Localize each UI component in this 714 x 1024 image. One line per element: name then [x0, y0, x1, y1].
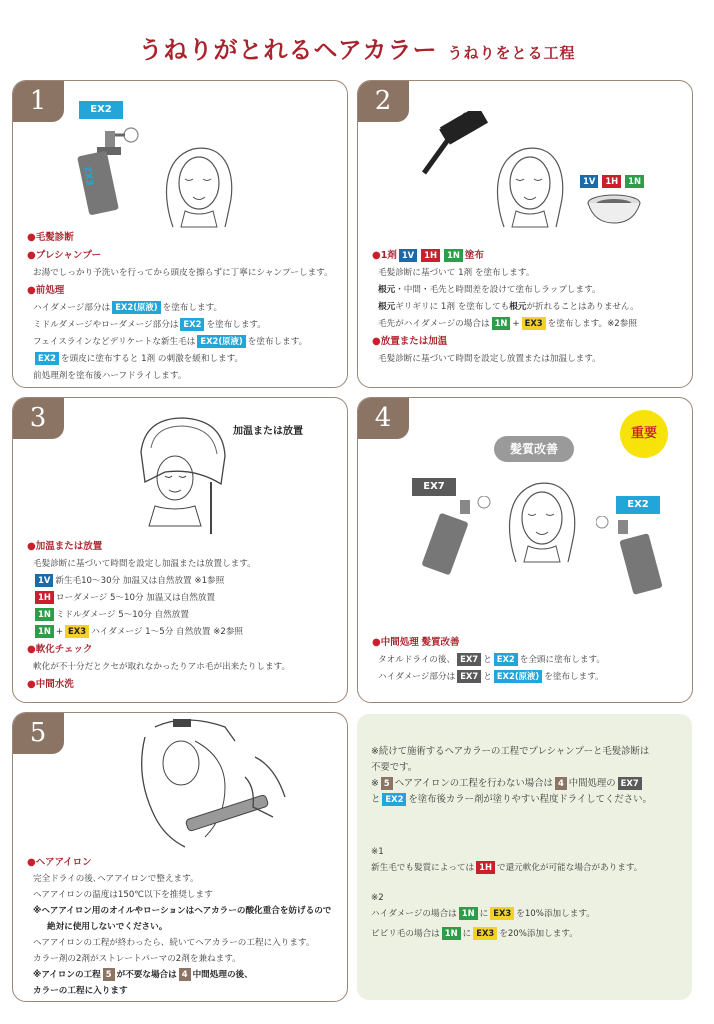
footnote-mark: ※2 [371, 893, 384, 903]
badge-ex2-raw: EX2(原液) [494, 670, 542, 683]
text-line: カラーの工程に入ります [33, 986, 128, 996]
spacer [371, 808, 684, 844]
text-fragment: ・中間・毛先と時間差を設けて塗布しラップします。 [395, 285, 601, 295]
page-title-main: うねりがとれるヘアカラー [138, 35, 438, 64]
text-fragment: を10%添加します。 [516, 909, 595, 919]
spray-bottle-icon [422, 496, 492, 576]
text-fragment: と [483, 672, 492, 682]
text-fragment: ギリギリに 1剤 を塗布しても [395, 302, 510, 312]
badge-ex7: EX7 [618, 777, 642, 790]
text-fragment: を塗布します。 [162, 303, 223, 313]
badge-ex3: EX3 [65, 625, 89, 638]
text-fragment: ビビリ毛の場合は [371, 929, 440, 939]
badge-ex2: EX2 [180, 318, 204, 331]
step-number: 2 [357, 80, 409, 122]
note-line [371, 860, 684, 876]
step-1-text: ●毛髪診断 ●プレシャンプー お湯でしっかり予洗いを行ってから頭皮を擦らずに丁寧にシャンプーします。 ●前処理 ハイダメージ部分は EX2(原液) を塗布します。 ミドルダメージやローダメージ部分は EX2 を塗布します。 フェイスラインなどデリケートな新生毛は EX2(原液) を塗布します。 EX2 を頭皮に塗布すると 1剤 の刺激を緩和します。 前処理剤を塗布後ハーフドライします。 [27, 229, 339, 385]
badge-1n: 1N [35, 608, 54, 621]
color-bowl-icon [586, 193, 642, 227]
text-line [372, 316, 684, 333]
model-face-icon [496, 474, 586, 566]
heat-label: 加温または放置 [233, 426, 303, 437]
hair-improvement-pill: 髪質改善 [494, 436, 574, 462]
note-line: 不要です。 [371, 762, 418, 773]
notes-text [371, 744, 684, 942]
bowl-badges [578, 175, 646, 188]
badge-1h: 1H [35, 591, 54, 604]
text-fragment: 根元 [378, 302, 396, 312]
step-4-text: ●中間処理 髪質改善 タオルドライの後、 EX7 と EX2 を全頭に塗布します。 ハイダメージ部分は EX7 と EX2(原液) を塗布します。 [372, 634, 684, 686]
time-row [27, 607, 339, 624]
heading-hair-iron: ヘアアイロン [35, 857, 92, 868]
text-line: ヘアアイロンの工程が終わったら、続いてヘアカラーの工程に入ります。 [33, 938, 315, 948]
page-title [0, 30, 714, 65]
text-line: 毛髪診断に基づいて 1剤 を塗布します。 [378, 268, 535, 278]
badge-ex3: EX3 [490, 907, 514, 920]
text-fragment: を塗布します。※2参照 [547, 319, 637, 329]
step-5-text: ●ヘアアイロン 完全ドライの後､ヘアアイロンで整えます。 ヘアアイロンの温度は150℃以下を推奨します ※ヘアアイロン用のオイルやローションはヘアカラーの酸化重合を妨げるので 絶対に使用しないでください。 ヘアアイロンの工程が終わったら、続いてヘアカラーの工程に入ります。 カラー剤の2剤がストレートパーマの2剤を兼ねます。 ※アイロンの工程 5 が不要な場合は 4 中間処理の後、 カラーの工程に入ります [27, 855, 339, 999]
note-line [371, 926, 684, 942]
text-line [372, 282, 684, 299]
text-line [27, 300, 339, 317]
badge-1h: 1H [421, 249, 440, 262]
text-fragment: 新生毛10〜30分 加温又は自然放置 ※1参照 [55, 576, 225, 586]
text-fragment: を塗布後カラー剤が塗りやすい程度ドライしてください。 [408, 794, 652, 805]
text-fragment: に [479, 909, 489, 919]
heading-apply: 塗布 [464, 250, 484, 261]
model-face-icon [153, 139, 243, 231]
text-fragment: で還元軟化が可能な場合があります。 [496, 863, 643, 873]
text-line: カラー剤の2剤がストレートパーマの2剤を兼ねます。 [33, 954, 241, 964]
step-2-text: ●1剤 1V 1H 1N 塗布 毛髪診断に基づいて 1剤 を塗布します。 根元・中間・毛先と時間差を設けて塗布しラップします。 根元ギリギリに 1剤 を塗布しても根元が折れることはありません。 毛先がハイダメージの場合は 1N + EX3 を塗布します。※2参照 ●放置または加温 毛髪診断に基づいて時間を設定し放置または加温します。 [372, 247, 684, 368]
svg-text:EX2: EX2 [83, 165, 97, 187]
text-fragment: ハイダメージ 1〜5分 自然放置 ※2参照 [91, 627, 244, 637]
text-fragment: と [483, 655, 492, 665]
heading-hair-diagnosis: 毛髪診断 [35, 232, 74, 243]
text-fragment: タオルドライの後、 [378, 655, 456, 665]
spray-bottle-icon [75, 125, 139, 215]
note-line [371, 906, 684, 922]
bottle-label-ex7: EX7 [412, 478, 456, 496]
notes-panel [357, 714, 692, 1000]
heading-leave-or-heat: 放置または加温 [380, 336, 448, 347]
text-fragment: と [371, 794, 381, 805]
hair-iron-icon [125, 717, 295, 857]
badge-ex7: EX7 [457, 653, 481, 666]
text-line: 完全ドライの後､ヘアアイロンで整えます。 [33, 874, 199, 884]
badge-1n: 1N [492, 317, 511, 330]
text-fragment: ヘアアイロンの工程を行わない場合は [394, 778, 553, 789]
badge-1v: 1V [399, 249, 417, 262]
badge-step-4: 4 [179, 968, 191, 981]
text-line: 毛髪診断に基づいて時間を設定し放置または加温します。 [378, 354, 601, 364]
time-row [27, 573, 339, 590]
text-fragment: 中間処理の後、 [192, 970, 253, 980]
badge-ex2: EX2 [494, 653, 518, 666]
step-3-text: ●加温または放置 毛髪診断に基づいて時間を設定し加温または放置します。 1V 新生毛10〜30分 加温又は自然放置 ※1参照 1H ローダメージ 5〜10分 加温又は自然放置 1N ミドルダメージ 5〜10分 自然放置 1N + EX3 ハイダメージ 1〜5分 自然放置 ※2参照 ●軟化チェック 軟化が不十分だとクセが取れなかったりアホ毛が出来たりします。 ●中間水洗 [27, 538, 339, 694]
badge-ex2: EX2 [382, 793, 406, 806]
text-fragment: が不要な場合は [116, 970, 177, 980]
text-fragment: に [462, 929, 472, 939]
bottle-label-text: EX2 [90, 104, 112, 115]
text-line: 軟化が不十分だとクセが取れなかったりアホ毛が出来たりします。 [33, 662, 291, 672]
text-fragment: を20%添加します。 [499, 929, 578, 939]
heading-agent1: 1剤 [380, 250, 397, 261]
text-line [27, 334, 339, 351]
text-fragment: 根元 [378, 285, 396, 295]
text-fragment: を塗布します。 [206, 320, 266, 330]
text-fragment: 根元 [509, 302, 527, 312]
note-line: ※続けて施術するヘアカラーの工程でプレシャンプーと毛髪診断は [371, 746, 650, 757]
text-line [27, 351, 339, 368]
hair-steamer-icon [125, 412, 233, 536]
badge-ex3: EX3 [473, 927, 497, 940]
badge-1n: 1N [459, 907, 478, 920]
badge-step-4: 4 [555, 777, 567, 790]
time-row [27, 624, 339, 641]
badge-ex2-raw: EX2(原液) [112, 301, 160, 314]
text-fragment: フェイスラインなどデリケートな新生毛は [33, 337, 196, 347]
note-line [371, 792, 684, 808]
important-badge: 重要 [620, 410, 668, 458]
text-line: ヘアアイロンの温度は150℃以下を推奨します [33, 890, 213, 900]
page-title-sub: うねりをとる工程 [447, 44, 576, 62]
footnote-mark: ※1 [371, 847, 384, 857]
text-fragment: ミドルダメージ 5〜10分 自然放置 [55, 610, 189, 620]
text-line: 前処理剤を塗布後ハーフドライします。 [33, 371, 187, 381]
badge-1n: 1N [35, 625, 54, 638]
step-number: 1 [12, 80, 64, 122]
text-line: 毛髪診断に基づいて時間を設定し加温または放置します。 [33, 559, 256, 569]
step-number: 4 [357, 397, 409, 439]
heading-hair-improvement: 髪質改善 [421, 637, 460, 648]
heading-pretreatment: 前処理 [35, 285, 65, 296]
text-fragment: ハイダメージ部分は [378, 672, 456, 682]
heading-softening-check: 軟化チェック [35, 644, 93, 655]
text-line: お湯でしっかり予洗いを行ってから頭皮を擦らずに丁寧にシャンプーします。 [33, 268, 333, 278]
badge-step-5: 5 [103, 968, 115, 981]
badge-1n: 1N [442, 927, 461, 940]
note-line [371, 776, 684, 792]
text-fragment: ローダメージ 5〜10分 加温又は自然放置 [55, 593, 216, 603]
bottle-label-ex2 [79, 101, 123, 119]
step-3-panel [12, 397, 348, 703]
text-fragment: 中間処理の [568, 778, 616, 789]
step-number: 5 [12, 712, 64, 754]
badge-ex3: EX3 [522, 317, 546, 330]
text-fragment: + [55, 627, 64, 637]
step-2-panel [357, 80, 693, 388]
badge-1h: 1H [602, 175, 621, 188]
warning-line: 絶対に使用しないでください。 [47, 922, 168, 932]
badge-step-5: 5 [381, 777, 393, 790]
text-fragment: を塗布します。 [544, 672, 604, 682]
text-fragment: が折れることはありません。 [526, 302, 639, 312]
text-fragment: 新生毛でも髪質によっては [371, 863, 475, 873]
warning-line: ※ヘアアイロン用のオイルやローションはヘアカラーの酸化重合を妨げるので [33, 906, 332, 916]
text-line [372, 652, 684, 669]
text-fragment: ※アイロンの工程 [33, 970, 101, 980]
step-4-panel [357, 397, 693, 703]
text-line [372, 299, 684, 316]
model-face-icon [484, 139, 574, 231]
badge-1v: 1V [35, 574, 53, 587]
badge-1n: 1N [625, 175, 644, 188]
step-1-panel [12, 80, 348, 388]
text-line [27, 317, 339, 334]
spacer [371, 876, 684, 890]
text-fragment: 毛先がハイダメージの場合は [378, 319, 490, 329]
badge-ex2: EX2 [35, 352, 59, 365]
text-line [372, 669, 684, 686]
step-number: 3 [12, 397, 64, 439]
heading-intermediate-treatment: 中間処理 [380, 637, 419, 648]
heading-heat-or-leave: 加温または放置 [35, 541, 103, 552]
heading-pre-shampoo: プレシャンプー [35, 250, 102, 261]
text-fragment: を塗布します。 [247, 337, 308, 347]
badge-ex7: EX7 [457, 670, 481, 683]
step-5-panel [12, 712, 348, 1002]
text-fragment: ハイダメージの場合は [371, 909, 457, 919]
badge-1n: 1N [444, 249, 463, 262]
text-fragment: ハイダメージ部分は [33, 303, 111, 313]
spray-bottle-icon [596, 516, 666, 596]
text-fragment: を頭皮に塗布すると 1剤 の刺激を緩和します。 [61, 354, 244, 364]
heading-intermediate-rinse: 中間水洗 [35, 679, 74, 690]
badge-ex2-raw: EX2(原液) [197, 335, 245, 348]
bottle-label-ex2: EX2 [616, 496, 660, 514]
text-fragment: ミドルダメージやローダメージ部分は [33, 320, 179, 330]
time-row [27, 590, 339, 607]
text-line [27, 967, 339, 983]
text-fragment: + [512, 319, 520, 329]
text-fragment: を全頭に塗布します。 [519, 655, 605, 665]
badge-1v: 1V [580, 175, 598, 188]
badge-1h: 1H [476, 861, 495, 874]
text-fragment: ※ [371, 778, 379, 789]
